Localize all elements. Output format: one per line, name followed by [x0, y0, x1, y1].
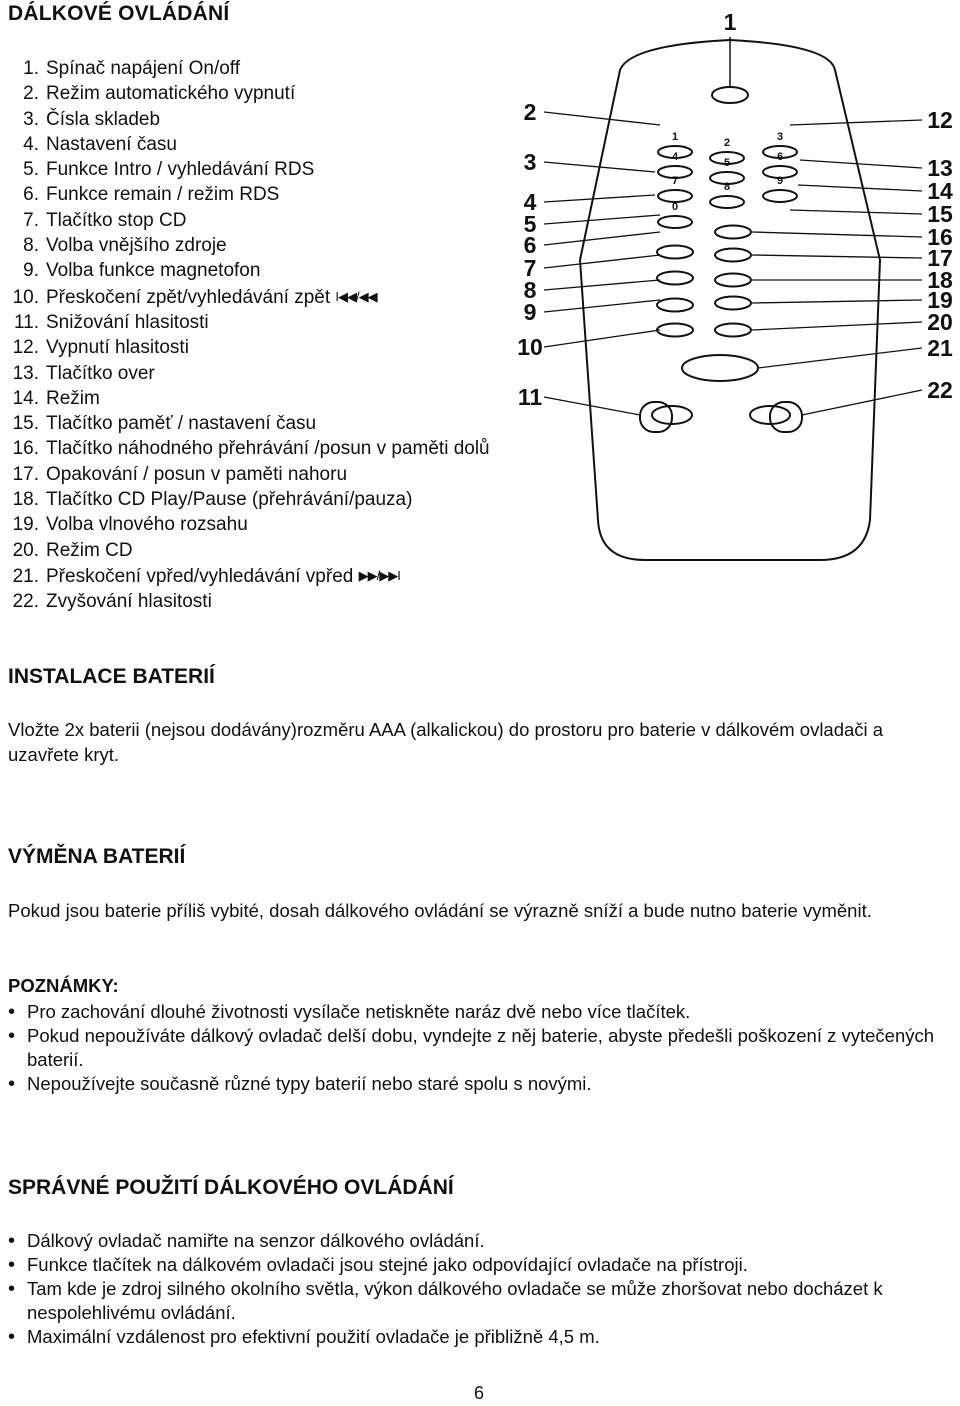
list-item: • Pokud nepoužíváte dálkový ovladač delší dobu, vyndejte z něj baterie, abyste předešli poškození z vytečených baterií.: [8, 1024, 948, 1072]
list-item: 15. Tlačítko paměť / nastavení času: [12, 413, 317, 435]
callout-line: [752, 255, 922, 258]
remote-control-diagram: [0, 0, 960, 620]
callout-line: [800, 160, 922, 168]
callout-line: [802, 390, 922, 415]
callout-20: 20: [927, 309, 953, 335]
callout-line: [752, 232, 922, 237]
keypad-label: 8: [723, 181, 731, 193]
remote-button: [715, 297, 751, 310]
callout-line: [790, 210, 922, 214]
callout-10: 10: [517, 334, 543, 360]
list-item: 2. Režim automatického vypnutí: [23, 83, 296, 105]
battery-replace-title: VÝMĚNA BATERIÍ: [8, 845, 186, 868]
callout-line: [752, 300, 922, 303]
list-item: 11. Snižování hlasitosti: [13, 311, 209, 333]
callout-line: [544, 255, 660, 268]
callout-line: [790, 120, 922, 125]
callout-19: 19: [927, 287, 953, 313]
battery-install-text: Vložte 2x baterii (nejsou dodávány)rozměru AAA (alkalickou) do prostoru pro baterie v dálkovém ovladači a uzavřete kryt.: [8, 719, 884, 765]
callout-1: 1: [723, 9, 737, 35]
list-item: 21. Přeskočení vpřed/vyhledávání vpřed ▶▶/▶▶I: [12, 565, 400, 587]
remote-button: [657, 272, 693, 285]
page-title: DÁLKOVÉ OVLÁDÁNÍ: [8, 2, 230, 25]
callout-17: 17: [927, 245, 953, 271]
callout-4: 4: [523, 189, 537, 215]
list-item: • Pro zachování dlouhé životnosti vysílače netiskněte naráz dvě nebo více tlačítek.: [8, 1000, 948, 1024]
list-item: 14. Režim: [12, 387, 100, 409]
callout-21: 21: [927, 335, 953, 361]
list-item: 6. Funkce remain / režim RDS: [23, 184, 280, 206]
list-item: 22. Zvyšování hlasitosti: [12, 591, 212, 613]
list-item: 20. Režim CD: [12, 539, 133, 561]
remote-body: [580, 40, 880, 560]
callout-9: 9: [523, 299, 537, 325]
callout-line: [544, 397, 640, 415]
list-item: • Dálkový ovladač namiřte na senzor dálkového ovládání.: [8, 1229, 948, 1253]
keypad-button: [658, 216, 692, 228]
remote-button: [657, 299, 693, 312]
skip-forward-icon: ▶▶/▶▶I: [358, 567, 400, 583]
keypad-button: [763, 190, 797, 202]
remote-button: [715, 226, 751, 239]
list-item: 18. Tlačítko CD Play/Pause (přehrávání/pauza): [12, 489, 413, 511]
list-item: 16. Tlačítko náhodného přehrávání /posun v paměti dolů: [12, 438, 490, 460]
list-item: 3. Čísla skladeb: [23, 108, 161, 130]
callout-12: 12: [927, 107, 953, 133]
callout-line: [544, 215, 660, 224]
list-item: • Funkce tlačítek na dálkovém ovladači jsou stejné jako odpovídající ovladače na přístroji.: [8, 1253, 948, 1277]
remote-button: [715, 274, 751, 287]
battery-install-title: INSTALACE BATERIÍ: [8, 665, 215, 688]
remote-button: [657, 246, 693, 259]
list-item: 5. Funkce Intro / vyhledávání RDS: [23, 159, 315, 181]
callout-5: 5: [523, 211, 537, 237]
battery-replace-text: Pokud jsou baterie příliš vybité, dosah dálkového ovládání se výrazně sníží a bude nutno baterie vyměnit.: [8, 900, 872, 921]
cd-play-button: [682, 355, 758, 381]
keypad-label: 6: [776, 151, 784, 163]
list-item: 4. Nastavení času: [23, 133, 177, 155]
list-item: 12. Vypnutí hlasitosti: [12, 337, 189, 359]
callout-line: [544, 300, 660, 312]
list-item: 1. Spínač napájení On/off: [23, 58, 241, 79]
callout-line: [798, 185, 922, 191]
list-item: 8. Volba vnějšího zdroje: [23, 235, 227, 257]
remote-button: [715, 249, 751, 262]
remote-button: [657, 324, 693, 337]
callout-line: [544, 195, 655, 202]
list-item: 7. Tlačítko stop CD: [23, 209, 187, 231]
callout-line: [544, 112, 660, 125]
list-item: • Maximální vzdálenost pro efektivní použití ovladače je přibližně 4,5 m.: [8, 1325, 948, 1349]
list-item: 13. Tlačítko over: [12, 362, 155, 384]
callout-line: [544, 232, 660, 245]
callout-line: [544, 280, 660, 290]
callout-line: [544, 330, 660, 347]
volume-up-button: [770, 402, 802, 432]
callout-15: 15: [927, 201, 953, 227]
list-item: 19. Volba vlnového rozsahu: [12, 514, 248, 536]
keypad-label: 9: [776, 175, 784, 187]
remote-button: [715, 324, 751, 337]
list-item: • Nepoužívejte současně různé typy baterií nebo staré spolu s novými.: [8, 1072, 948, 1096]
keypad-label: 1: [671, 131, 679, 143]
correct-use-list: [8, 1229, 948, 1349]
keypad-label: 3: [776, 131, 784, 143]
keypad-button: [710, 196, 744, 208]
keypad-label: 4: [671, 151, 679, 163]
callout-8: 8: [523, 277, 537, 303]
correct-use-title: SPRÁVNÉ POUŽITÍ DÁLKOVÉHO OVLÁDÁNÍ: [8, 1176, 454, 1199]
volume-down-button: [640, 402, 672, 432]
power-button: [712, 87, 748, 103]
notes-title: POZNÁMKY:: [8, 975, 119, 996]
callout-16: 16: [927, 224, 953, 250]
list-item: 9. Volba funkce magnetofon: [23, 260, 261, 282]
callout-line: [758, 348, 922, 368]
callout-11: 11: [517, 384, 543, 410]
callout-18: 18: [927, 267, 953, 293]
callout-14: 14: [927, 178, 953, 204]
callout-22: 22: [927, 377, 953, 403]
callout-7: 7: [523, 255, 537, 281]
list-item: • Tam kde je zdroj silného okolního světla, výkon dálkového ovladače se může zhoršovat nebo docházet k nespolehlivému ovládání.: [8, 1277, 948, 1325]
callout-line: [752, 322, 922, 330]
keypad-label: 0: [671, 201, 679, 213]
skip-back-icon: I◀◀/◀◀: [335, 288, 377, 304]
callout-6: 6: [523, 232, 537, 258]
keypad-label: 5: [723, 157, 731, 169]
list-item: 10. Přeskočení zpět/vyhledávání zpět I◀◀/◀◀: [12, 286, 377, 308]
callout-3: 3: [523, 149, 537, 175]
callout-2: 2: [523, 99, 537, 125]
list-item: 17. Opakování / posun v paměti nahoru: [12, 463, 348, 485]
page-number: 6: [474, 1383, 485, 1403]
callout-13: 13: [927, 155, 953, 181]
notes-list: [8, 1000, 948, 1096]
keypad-label: 2: [723, 137, 731, 149]
keypad-label: 7: [671, 175, 679, 187]
